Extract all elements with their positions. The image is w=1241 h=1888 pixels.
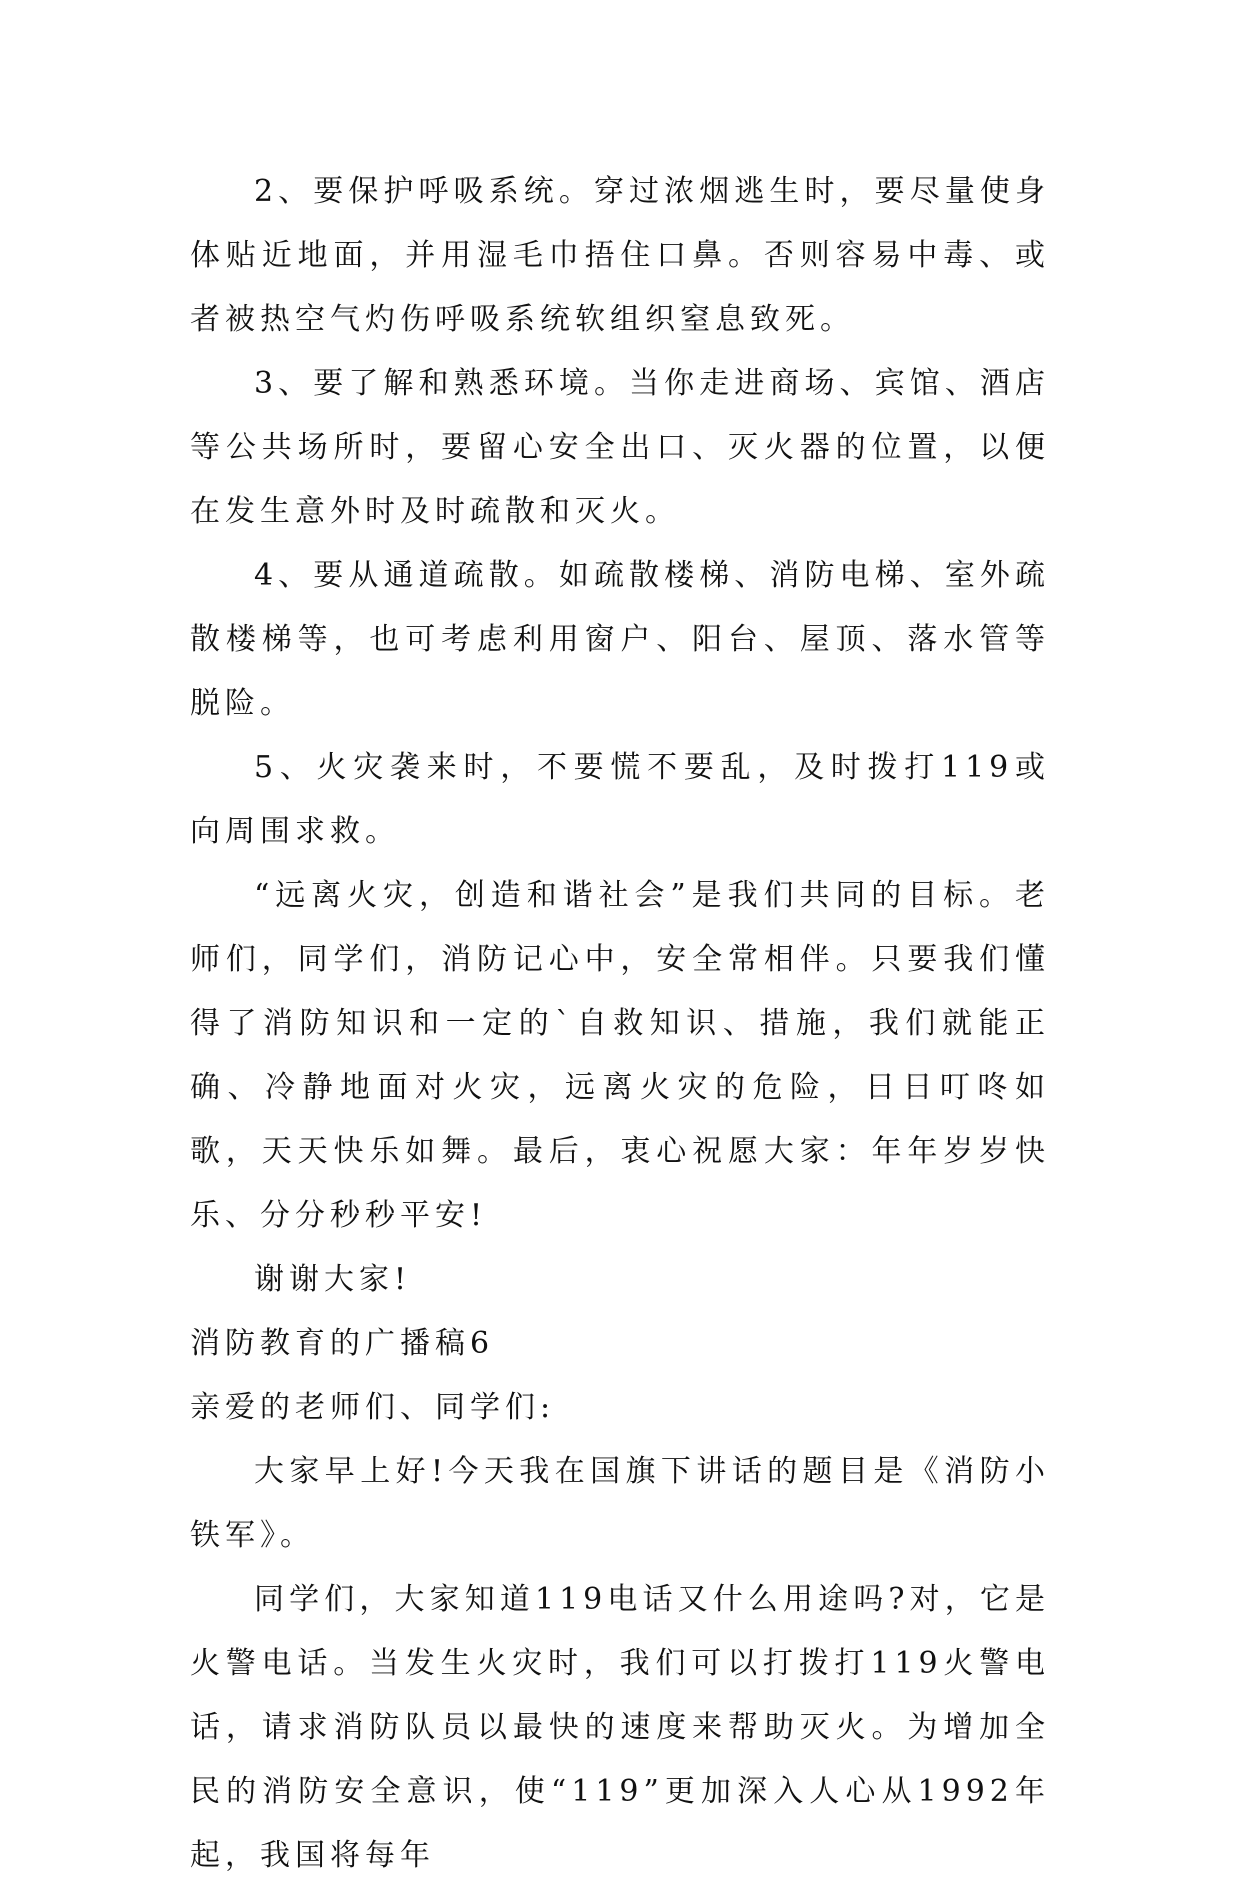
paragraph-119-purpose: 同学们，大家知道119电话又什么用途吗?对，它是火警电话。当发生火灾时，我们可以打拨打119火警电话，请求消防队员以最快的速度来帮助灭火。为增加全民的消防安全意识，使“119”更加深入人心从1992年起，我国将每年 (190, 1582, 1050, 1873)
document-body (190, 160, 1050, 1888)
paragraph-evacuate-passage: 4、要从通道疏散。如疏散楼梯、消防电梯、室外疏散楼梯等，也可考虑利用窗户、阳台、屋顶、落水管等脱险。 (190, 558, 1050, 721)
section-heading: 消防教育的广播稿6 (190, 1326, 495, 1361)
paragraph-know-environment: 3、要了解和熟悉环境。当你走进商场、宾馆、酒店等公共场所时，要留心安全出口、灭火器的位置，以便在发生意外时及时疏散和灭火。 (190, 366, 1050, 529)
paragraph-closing-remarks: “远离火灾，创造和谐社会”是我们共同的目标。老师们，同学们，消防记心中，安全常相伴。只要我们懂得了消防知识和一定的`自救知识、措施，我们就能正确、冷静地面对火灾，远离火灾的危险，日日叮咚如歌，天天快乐如舞。最后，衷心祝愿大家：年年岁岁快乐、分分秒秒平安! (190, 878, 1050, 1233)
paragraph-call-119: 5、火灾袭来时，不要慌不要乱，及时拨打119或向周围求救。 (190, 750, 1050, 849)
salutation: 亲爱的老师们、同学们: (190, 1390, 556, 1425)
paragraph-greeting: 大家早上好!今天我在国旗下讲话的题目是《消防小铁军》。 (190, 1454, 1050, 1553)
paragraph-protect-breathing: 2、要保护呼吸系统。穿过浓烟逃生时，要尽量使身体贴近地面，并用湿毛巾捂住口鼻。否则容易中毒、或者被热空气灼伤呼吸系统软组织窒息致死。 (190, 174, 1050, 337)
paragraph-thanks: 谢谢大家! (254, 1262, 412, 1297)
